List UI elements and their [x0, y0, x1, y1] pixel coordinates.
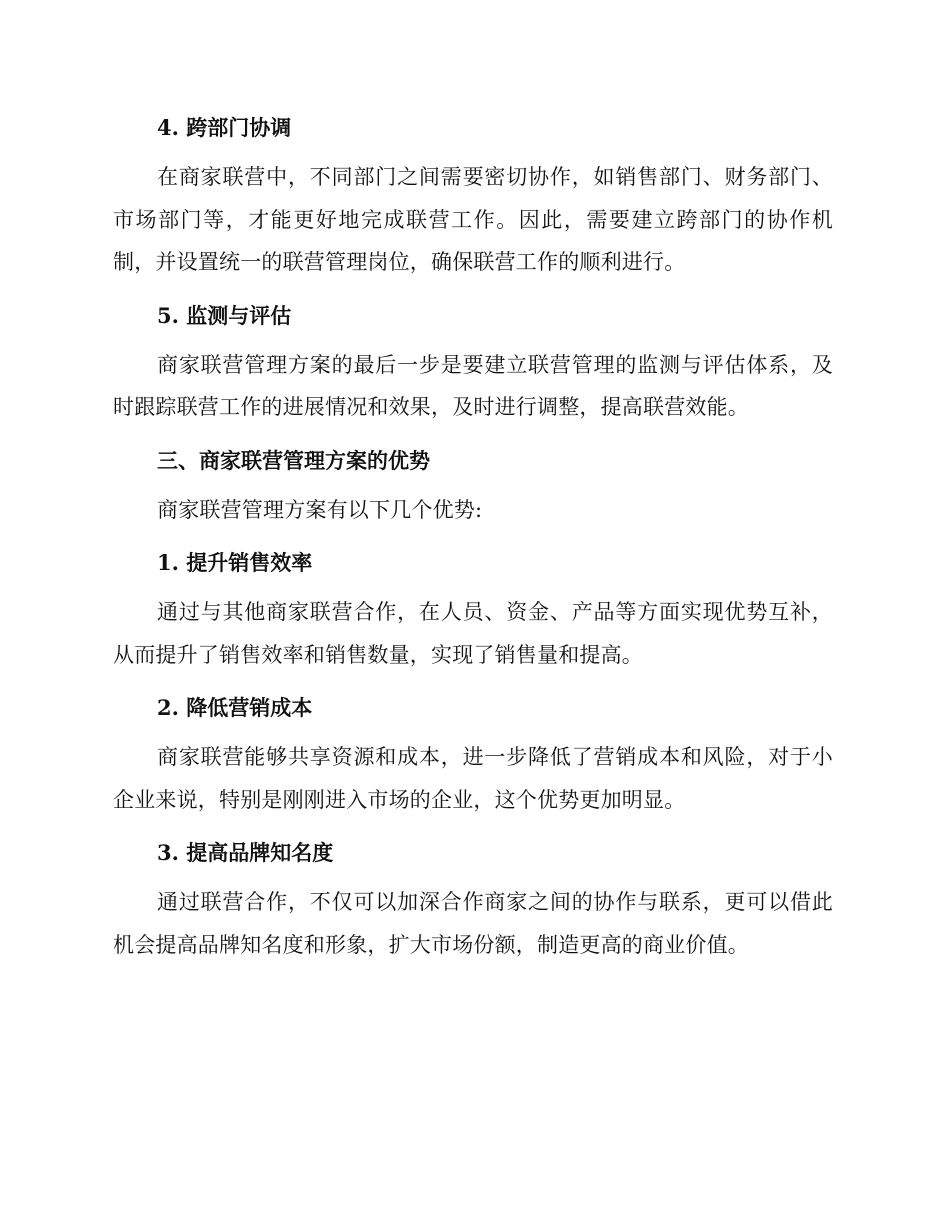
heading-monitoring: 5. 监测与评估 — [157, 302, 292, 328]
paragraph-advantages-intro: 商家联营管理方案有以下几个优势: — [157, 497, 483, 522]
heading-marketing-cost: 2. 降低营销成本 — [157, 695, 313, 720]
paragraph-brand-awareness: 通过联营合作，不仅可以加深合作商家之间的协作与联系，更可以借此机会提高品牌知名度和形象，扩大市场份额，制造更高的商业价值。 — [113, 890, 833, 957]
heading-sales-efficiency: 1. 提升销售效率 — [157, 550, 313, 575]
heading-cross-department: 4. 跨部门协调 — [157, 115, 292, 140]
heading-brand-awareness: 3. 提高品牌知名度 — [157, 840, 334, 865]
paragraph-cross-department: 在商家联营中，不同部门之间需要密切协作，如销售部门、财务部门、市场部门等，才能更好地完成联营工作。因此，需要建立跨部门的协作机制，并设置统一的联营管理岗位，确保联营工作的顺利进行。 — [113, 165, 833, 274]
heading-advantages: 三、商家联营管理方案的优势 — [157, 447, 430, 473]
paragraph-sales-efficiency: 通过与其他商家联营合作，在人员、资金、产品等方面实现优势互补，从而提升了销售效率和销售数量，实现了销售量和提高。 — [113, 600, 833, 667]
paragraph-monitoring: 商家联营管理方案的最后一步是要建立联营管理的监测与评估体系，及时跟踪联营工作的进展情况和效果，及时进行调整，提高联营效能。 — [113, 352, 833, 419]
document-body — [113, 110, 833, 966]
paragraph-marketing-cost: 商家联营能够共享资源和成本，进一步降低了营销成本和风险，对于小企业来说，特别是刚刚进入市场的企业，这个优势更加明显。 — [113, 745, 833, 812]
